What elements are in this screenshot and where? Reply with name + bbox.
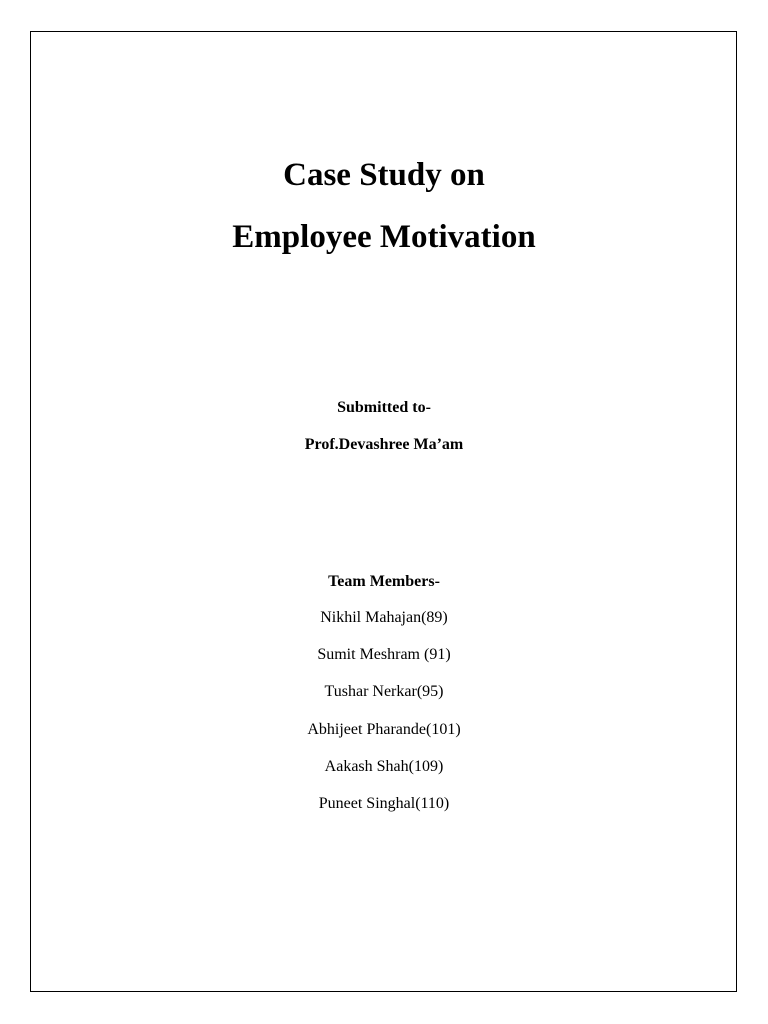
team-members-label: Team Members- — [328, 573, 440, 590]
team-member: Sumit Meshram (91) — [317, 646, 451, 664]
document-title-line-1: Case Study on — [283, 157, 485, 193]
team-member: Tushar Nerkar(95) — [324, 683, 444, 701]
team-member: Nikhil Mahajan(89) — [320, 609, 448, 626]
team-member: Aakash Shah(109) — [324, 757, 444, 775]
team-member: Abhijeet Pharande(101) — [307, 720, 461, 738]
team-member-list — [0, 608, 768, 831]
team-member: Puneet Singhal(110) — [318, 794, 450, 812]
professor-name: Prof.Devashree Ma’am — [304, 436, 464, 453]
document-title-line-2: Employee Motivation — [232, 219, 536, 255]
submitted-to-label: Submitted to- — [337, 399, 431, 416]
